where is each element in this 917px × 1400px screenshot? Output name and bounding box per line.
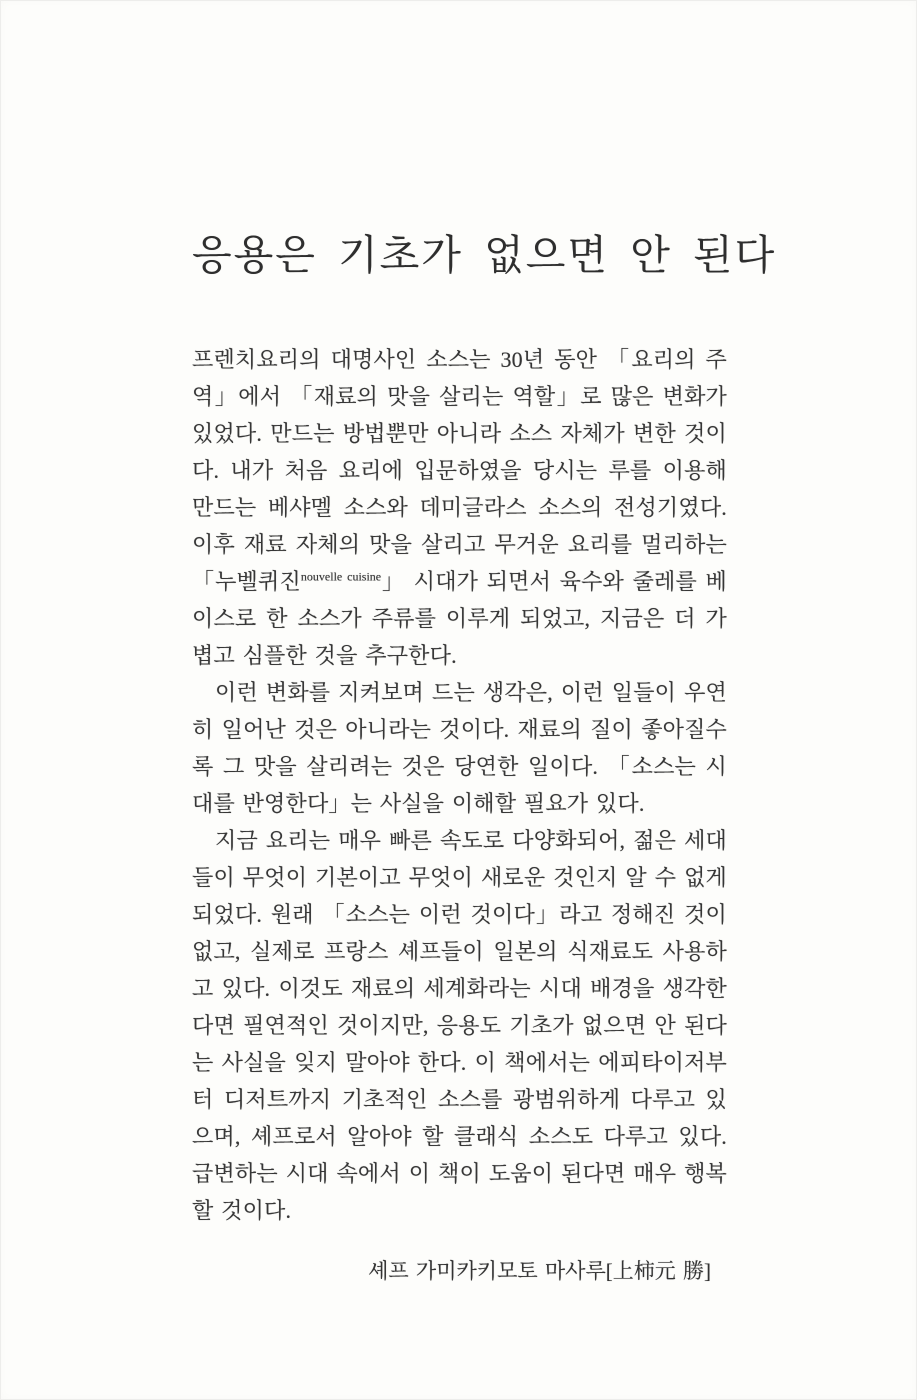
paragraph-1	[192, 341, 727, 674]
author-signature: 셰프 가미카키모토 마사루[上柿元 勝]	[368, 1259, 711, 1283]
paragraph-1-text-a: 프렌치요리의 대명사인 소스는 30년 동안 「요리의 주역」에서 「재료의 맛을 살리는 역할」로 많은 변화가 있었다. 만드는 방법뿐만 아니라 소스 자체가 변한 것이다. 내가 처음 요리에 입문하였을 당시는 루를 이용해 만드는 베샤멜 소스와 데미글라스 소스의 전성기였다. 이후 재료 자체의 맛을 살리고 무거운 요리를 멀리하는 「누벨퀴진	[192, 347, 727, 594]
body-text	[192, 341, 727, 1229]
paragraph-3: 지금 요리는 매우 빠른 속도로 다양화되어, 젊은 세대들이 무엇이 기본이고 무엇이 새로운 것인지 알 수 없게 되었다. 원래 「소스는 이런 것이다」라고 정해진 것이 없고, 실제로 프랑스 셰프들이 일본의 식재료도 사용하고 있다. 이것도 재료의 세계화라는 시대 배경을 생각한다면 필연적인 것이지만, 응용도 기초가 없으면 안 된다는 사실을 잊지 말아야 한다. 이 책에서는 에피타이저부터 디저트까지 기초적인 소스를 광범위하게 다루고 있으며, 셰프로서 알아야 할 클래식 소스도 다루고 있다. 급변하는 시대 속에서 이 책이 도움이 된다면 매우 행복할 것이다.	[192, 828, 727, 1223]
paragraph-2: 이런 변화를 지켜보며 드는 생각은, 이런 일들이 우연히 일어난 것은 아니라는 것이다. 재료의 질이 좋아질수록 그 맛을 살리려는 것은 당연한 일이다. 「소스는 시대를 반영한다」는 사실을 이해할 필요가 있다.	[192, 680, 727, 816]
page-title: 응용은 기초가 없으면 안 된다	[192, 232, 777, 278]
page-content	[192, 222, 777, 1285]
paragraph-1-text-b: 」 시대가 되면서 육수와 줄레를 베이스로 한 소스가 주류를 이루게 되었고, 지금은 더 가볍고 심플한 것을 추구한다.	[192, 569, 728, 668]
nouvelle-cuisine-annotation: nouvelle cuisine	[300, 569, 382, 584]
